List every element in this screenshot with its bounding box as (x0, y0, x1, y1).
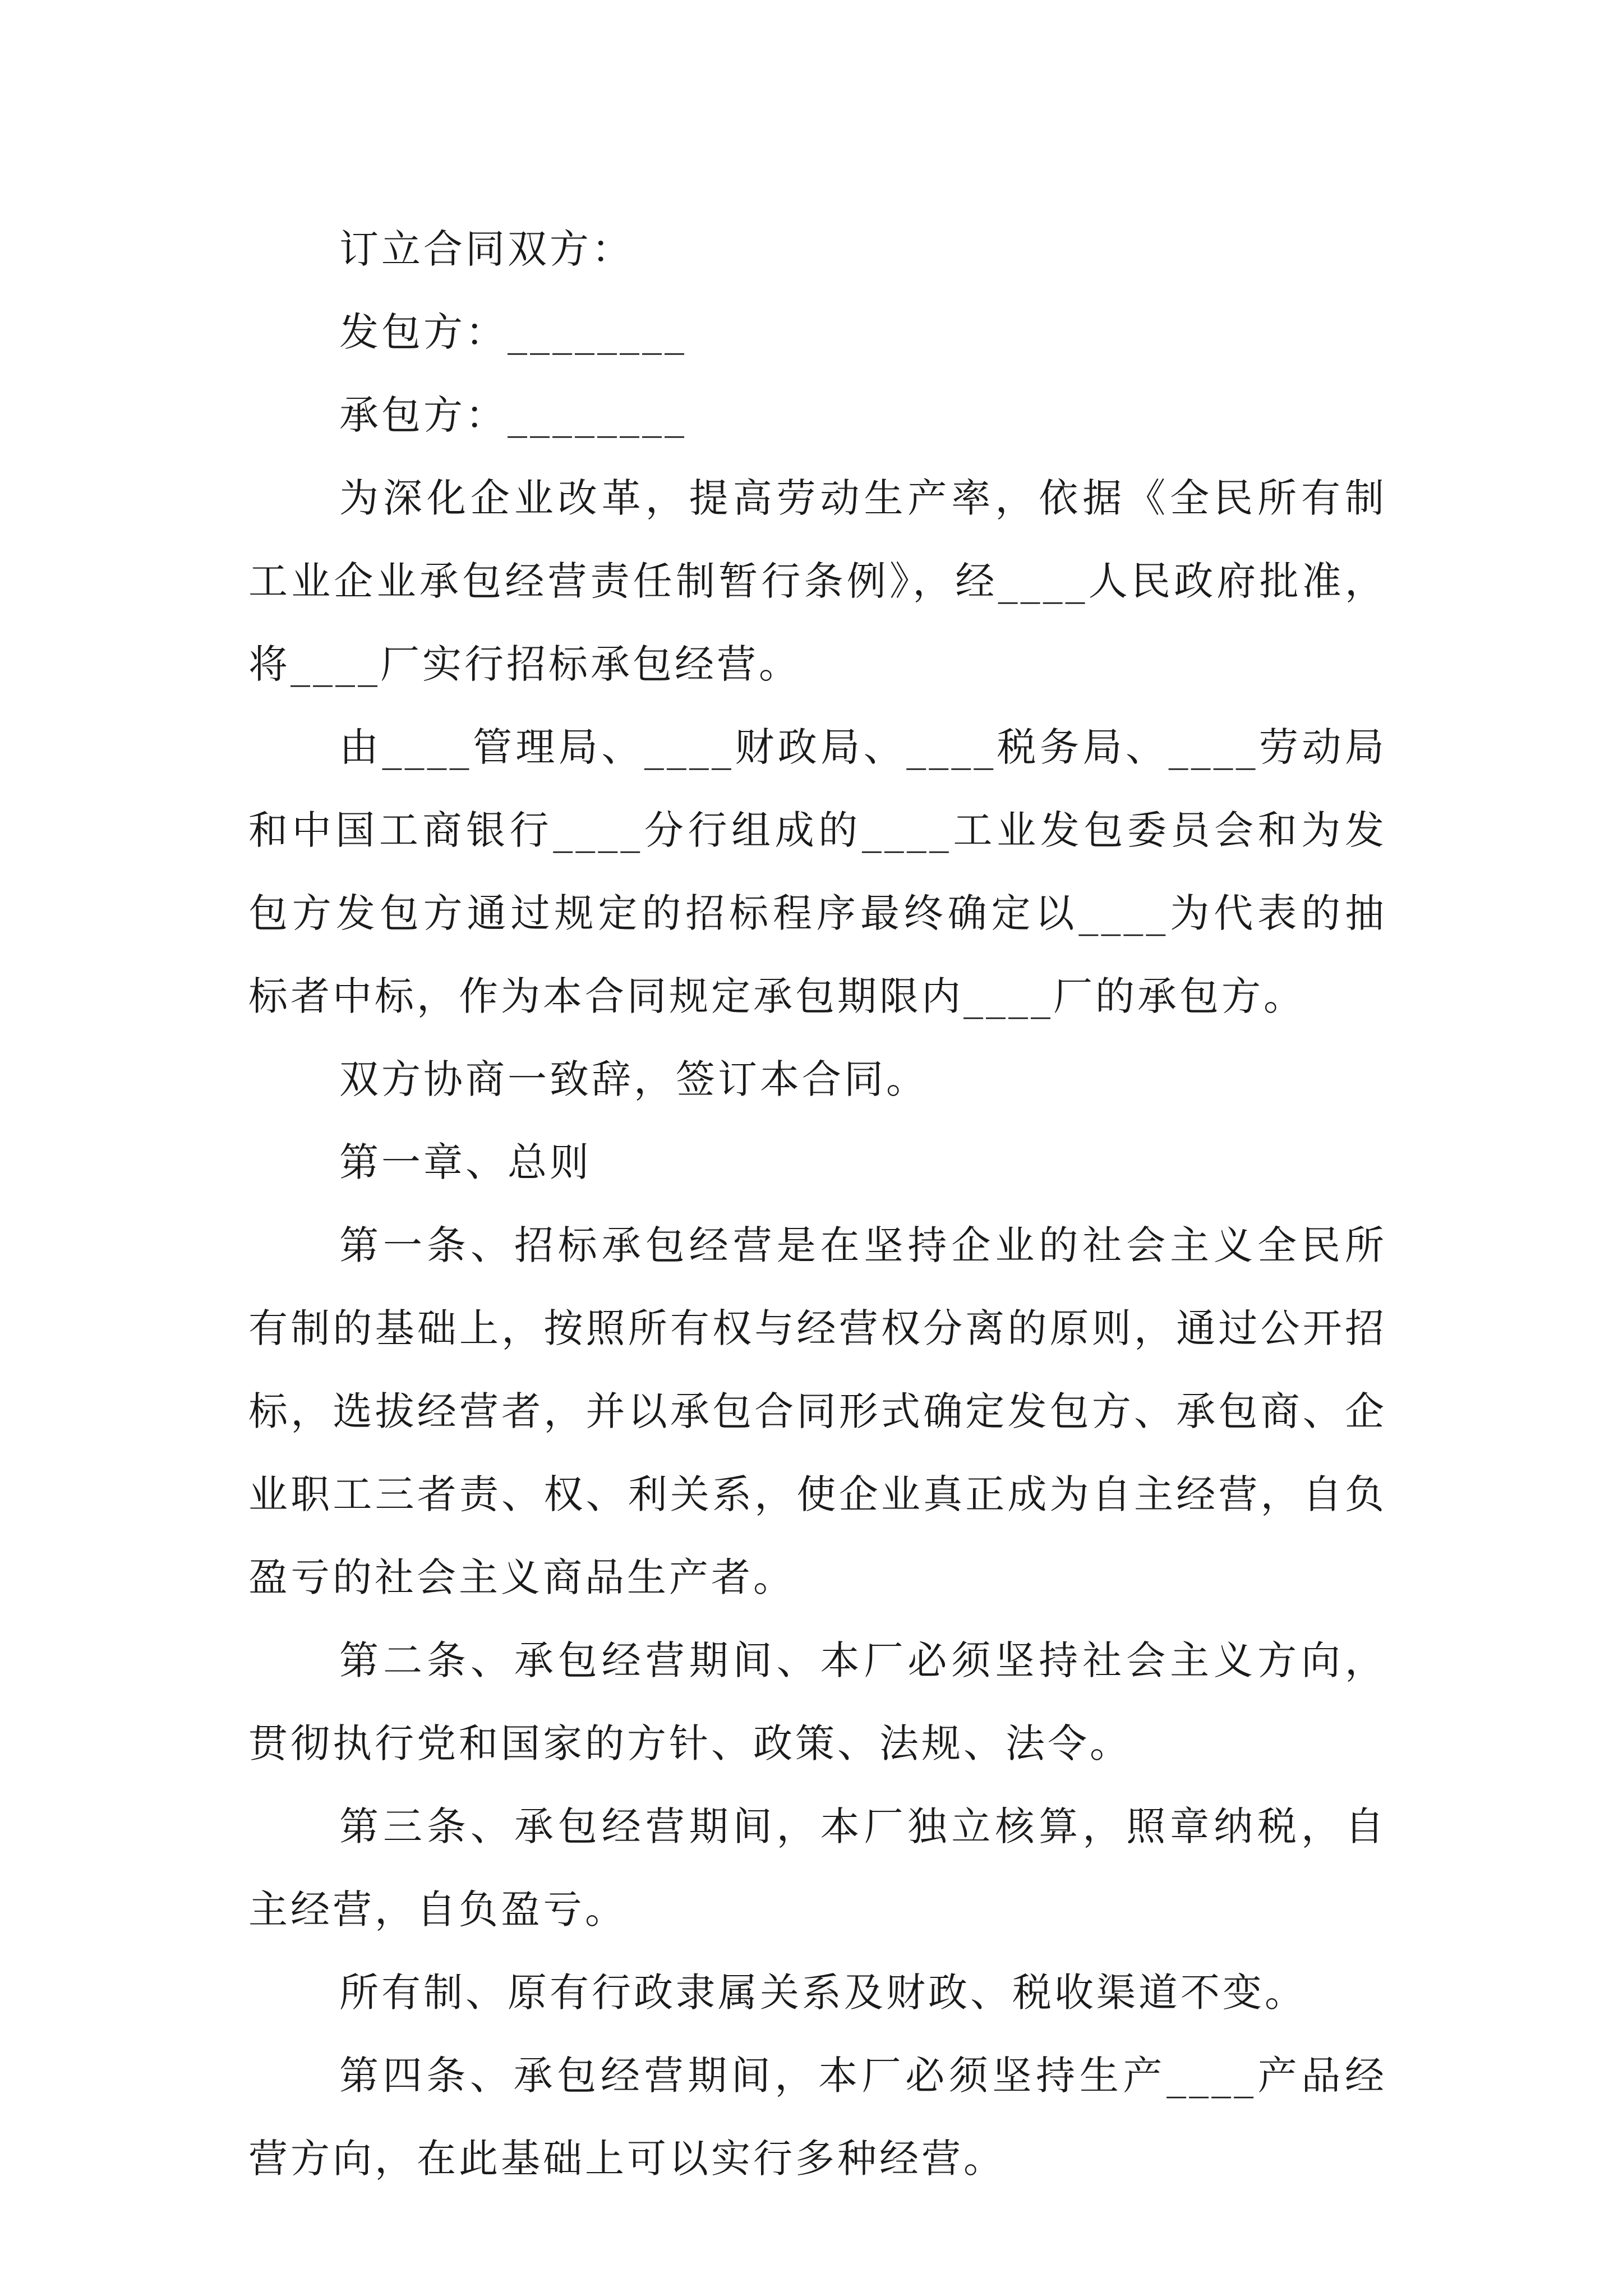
article-3: 第三条、承包经营期间，本厂独立核算，照章纳税，自主经营，自负盈亏。 (248, 1803, 1387, 1932)
preamble-paragraph: 为深化企业改革，提高劳动生产率，依据《全民所有制工业企业承包经营责任制暂行条例》，经____人民政府批准，将____厂实行招标承包经营。 (248, 475, 1387, 687)
agreement-paragraph: 双方协商一致辞，签订本合同。 (339, 1056, 928, 1102)
employer-line: 发包方：________ (339, 309, 687, 355)
article-2: 第二条、承包经营期间、本厂必须坚持社会主义方向，贯彻执行党和国家的方针、政策、法规、法令。 (248, 1637, 1387, 1766)
article-4: 第四条、承包经营期间，本厂必须坚持生产____产品经营方向，在此基础上可以实行多种经营。 (248, 2053, 1387, 2182)
contractor-line: 承包方：________ (339, 392, 687, 438)
chapter-heading: 第一章、总则 (339, 1139, 592, 1185)
document-body (248, 208, 1387, 2200)
article-3-continuation: 所有制、原有行政隶属关系及财政、税收渠道不变。 (339, 1970, 1307, 2016)
parties-detail-paragraph: 由____管理局、____财政局、____税务局、____劳动局和中国工商银行____分行组成的____工业发包委员会和为发包方发包方通过规定的招标程序最终确定以____为代表的抽标者中标，作为本合同规定承包期限内____厂的承包方。 (248, 724, 1387, 1019)
contract-parties-heading: 订立合同双方： (339, 226, 634, 272)
article-1: 第一条、招标承包经营是在坚持企业的社会主义全民所有制的基础上，按照所有权与经营权分离的原则，通过公开招标，选拔经营者，并以承包合同形式确定发包方、承包商、企业职工三者责、权、利关系，使企业真正成为自主经营，自负盈亏的社会主义商品生产者。 (248, 1222, 1387, 1600)
